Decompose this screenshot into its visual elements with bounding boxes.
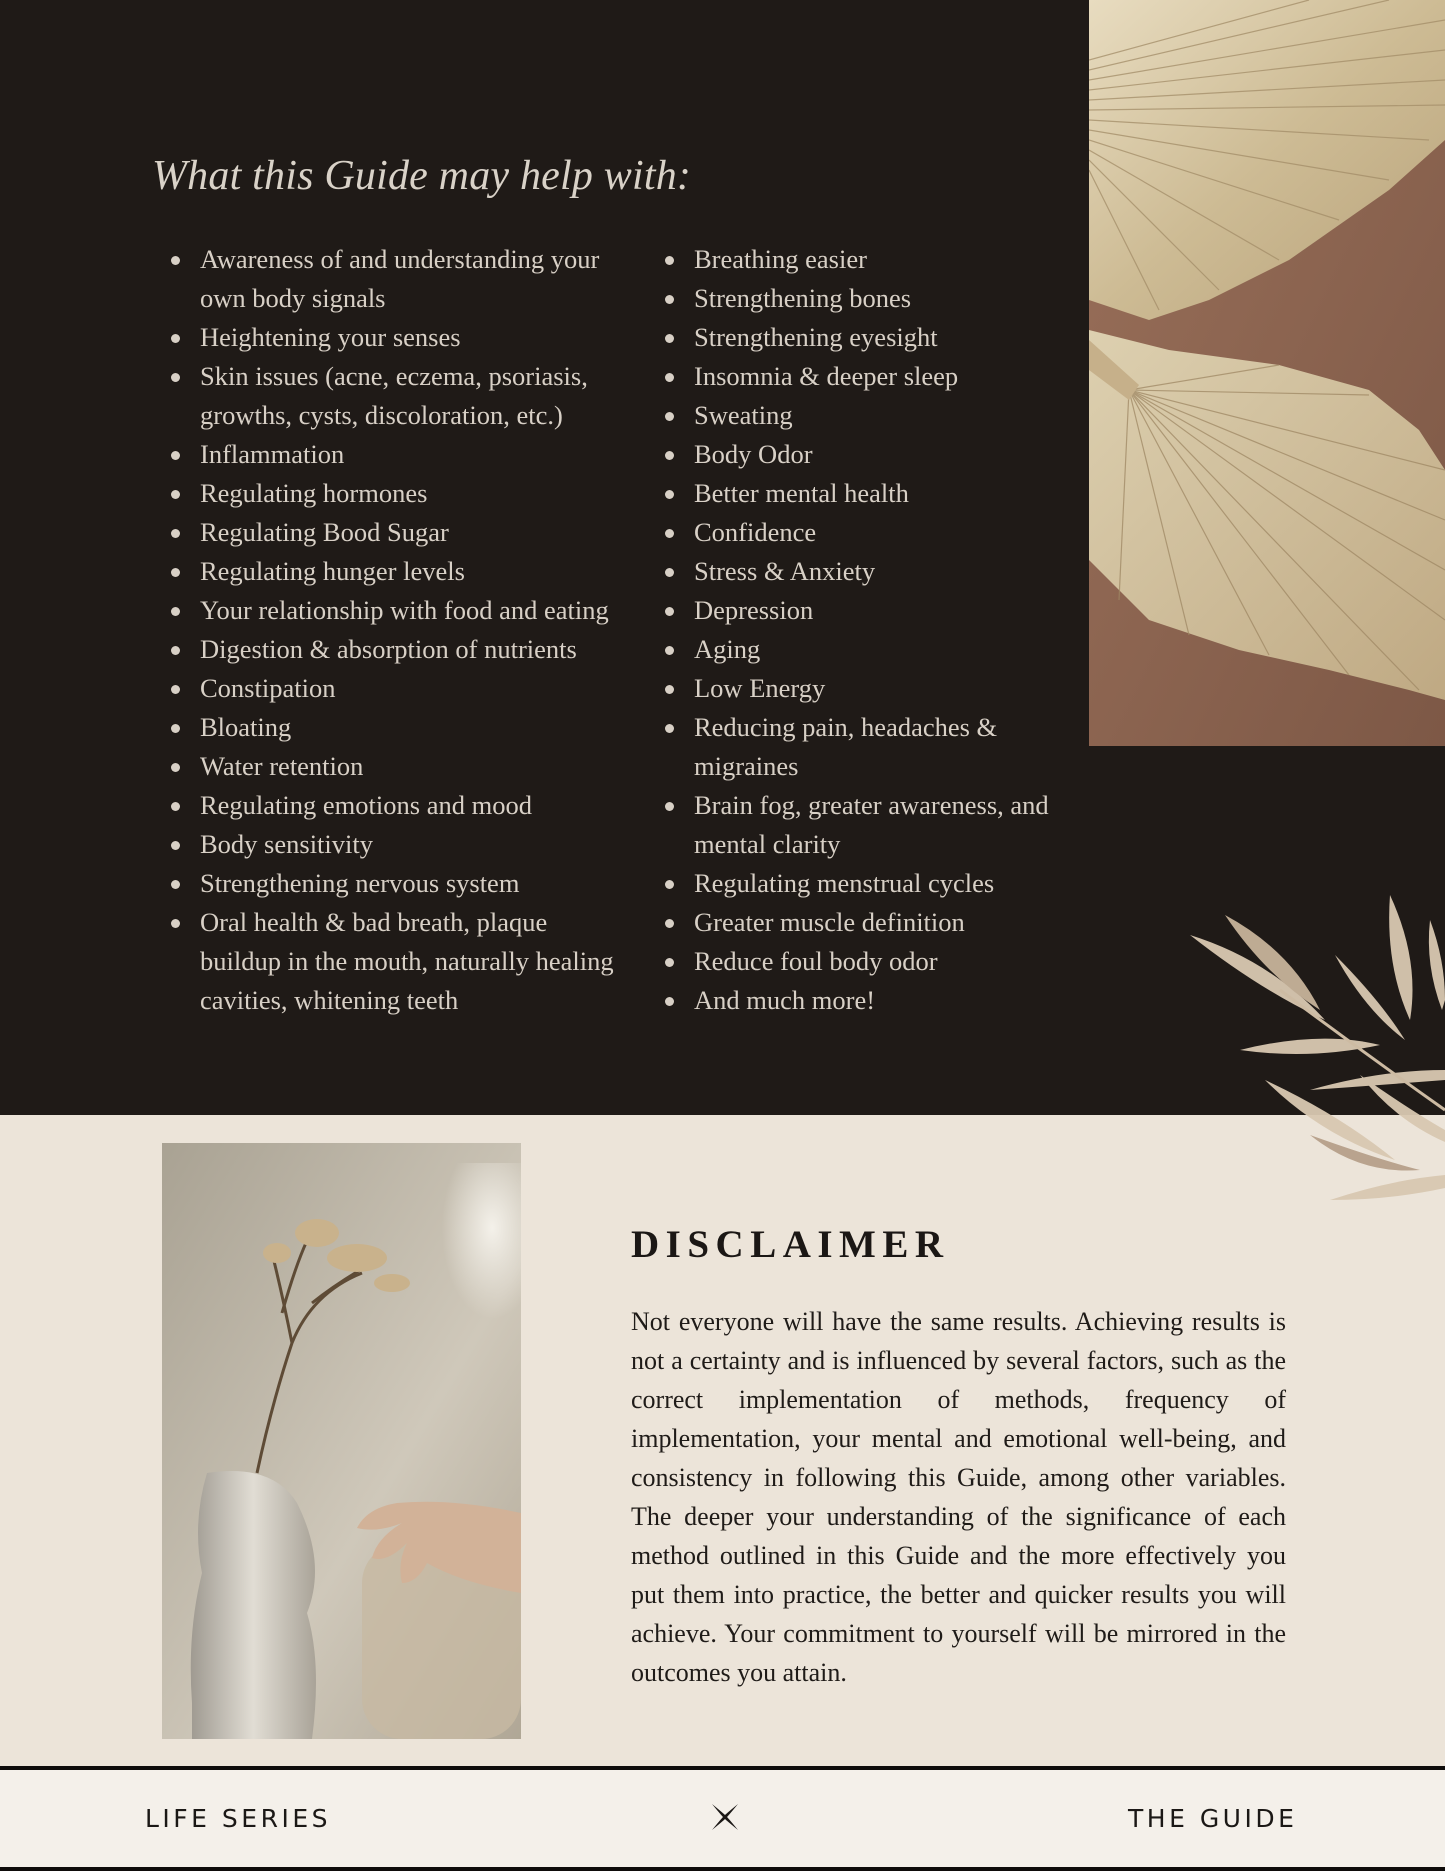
- help-list-item-text: Skin issues (acne, eczema, psoriasis, growths, cysts, discoloration, etc.): [200, 361, 588, 430]
- bullet-icon: [171, 685, 180, 694]
- help-list-left: [200, 240, 630, 1020]
- help-list-item: [200, 552, 630, 591]
- help-list-item-text: Inflammation: [200, 439, 345, 469]
- help-list-item: [694, 357, 1074, 396]
- help-list-item: [694, 552, 1074, 591]
- help-list-item-text: Body sensitivity: [200, 829, 374, 859]
- bullet-icon: [171, 334, 180, 343]
- help-list-item: [200, 903, 630, 1020]
- help-list-item-text: Constipation: [200, 673, 336, 703]
- bullet-icon: [171, 529, 180, 538]
- help-list-item: [200, 513, 630, 552]
- disclaimer-body: Not everyone will have the same results. Achieving results is not a certainty and is influenced by several factors, such as the correct implementation of methods, frequency of implementation, your mental and emotional well-being, and consistency in following this Guide, among other variables. The deeper your understanding of the significance of each method outlined in this Guide and the more effectively you put them into practice, the better and quicker results you will achieve. Your commitment to yourself will be mirrored in the outcomes you attain.: [631, 1307, 1286, 1687]
- bullet-icon: [665, 295, 674, 304]
- bullet-icon: [665, 646, 674, 655]
- bullet-icon: [171, 880, 180, 889]
- help-list-item-text: Reduce foul body odor: [694, 946, 938, 976]
- help-list-item: [694, 435, 1074, 474]
- bullet-icon: [665, 607, 674, 616]
- bullet-icon: [665, 685, 674, 694]
- help-list-right: [694, 240, 1074, 1020]
- disclaimer-title: DISCLAIMER: [631, 1223, 950, 1266]
- bullet-icon: [665, 451, 674, 460]
- bullet-icon: [171, 841, 180, 850]
- help-list-item: [200, 318, 630, 357]
- help-list-item-text: Bloating: [200, 712, 292, 742]
- help-list-item-text: Strengthening nervous system: [200, 868, 520, 898]
- help-list-item-text: Aging: [694, 634, 761, 664]
- bullet-icon: [171, 607, 180, 616]
- footer-guide-label: THE GUIDE: [1128, 1804, 1298, 1833]
- help-list-item: [694, 942, 1074, 981]
- help-list-item-text: Body Odor: [694, 439, 813, 469]
- help-list-item: [694, 279, 1074, 318]
- help-list-item: [694, 981, 1074, 1020]
- help-list-item: [694, 630, 1074, 669]
- help-list-item: [200, 864, 630, 903]
- help-list-item-text: Strengthening bones: [694, 283, 912, 313]
- help-list-item-text: Confidence: [694, 517, 817, 547]
- help-list-item-text: Insomnia & deeper sleep: [694, 361, 959, 391]
- bullet-icon: [665, 373, 674, 382]
- help-list-item-text: Regulating hunger levels: [200, 556, 465, 586]
- bullet-icon: [171, 256, 180, 265]
- palm-leaves-photo: [1089, 0, 1445, 746]
- help-list-item-text: Heightening your senses: [200, 322, 461, 352]
- bullet-icon: [665, 568, 674, 577]
- help-list-item: [694, 513, 1074, 552]
- bullet-icon: [665, 490, 674, 499]
- help-list-item-text: Stress & Anxiety: [694, 556, 876, 586]
- bullet-icon: [665, 334, 674, 343]
- help-list-item: [694, 396, 1074, 435]
- vase-hand-image: [162, 1143, 521, 1739]
- bullet-icon: [665, 802, 674, 811]
- palm-leaves-image: [1089, 0, 1445, 746]
- bullet-icon: [171, 373, 180, 382]
- help-list-item: [694, 474, 1074, 513]
- leaf-6: [1389, 895, 1412, 1020]
- help-list-item: [200, 825, 630, 864]
- sparkle-star-icon: [708, 1800, 740, 1832]
- leaf-3: [1240, 1039, 1380, 1054]
- help-list-item: [694, 591, 1074, 630]
- help-list-item: [200, 474, 630, 513]
- help-list-item: [694, 240, 1074, 279]
- help-list-item: [694, 903, 1074, 942]
- help-list-item: [200, 708, 630, 747]
- help-list-item-text: And much more!: [694, 985, 876, 1015]
- bullet-icon: [665, 412, 674, 421]
- help-list-item: [694, 708, 1074, 786]
- help-list-item-text: Water retention: [200, 751, 364, 781]
- help-list-item: [200, 591, 630, 630]
- help-list-item-text: Regulating menstrual cycles: [694, 868, 995, 898]
- help-list-item: [694, 669, 1074, 708]
- bullet-icon: [665, 958, 674, 967]
- bullet-icon: [665, 529, 674, 538]
- help-list-item-text: Reducing pain, headaches & migraines: [694, 712, 998, 781]
- help-list-item-text: Regulating Bood Sugar: [200, 517, 449, 547]
- bullet-icon: [665, 919, 674, 928]
- help-list-item-text: Regulating hormones: [200, 478, 428, 508]
- footer-series-label: LIFE SERIES: [145, 1804, 331, 1833]
- bullet-icon: [665, 724, 674, 733]
- help-list-item: [694, 864, 1074, 903]
- help-section-heading: What this Guide may help with:: [152, 153, 692, 199]
- leaf-branch-decoration: [1180, 870, 1445, 1215]
- help-list-item: [694, 786, 1074, 864]
- help-list-item-text: Greater muscle definition: [694, 907, 965, 937]
- bullet-icon: [171, 568, 180, 577]
- help-list-item-text: Breathing easier: [694, 244, 867, 274]
- help-list-item: [694, 318, 1074, 357]
- help-list-item-text: Depression: [694, 595, 814, 625]
- footer-bottom-rule: [0, 1867, 1445, 1871]
- help-list-item: [200, 669, 630, 708]
- help-list-item-text: Awareness of and understanding your own body signals: [200, 244, 600, 313]
- bullet-icon: [171, 451, 180, 460]
- help-list-item: [200, 747, 630, 786]
- bullet-icon: [171, 802, 180, 811]
- bullet-icon: [171, 490, 180, 499]
- leaf-4: [1310, 1070, 1445, 1090]
- vase-hand-photo: [162, 1143, 521, 1739]
- help-list-item: [200, 435, 630, 474]
- help-list-item-text: Your relationship with food and eating: [200, 595, 609, 625]
- bullet-icon: [171, 724, 180, 733]
- help-list-item: [200, 630, 630, 669]
- bullet-icon: [665, 997, 674, 1006]
- help-list-item-text: Digestion & absorption of nutrients: [200, 634, 577, 664]
- bullet-icon: [665, 880, 674, 889]
- help-list-item-text: Oral health & bad breath, plaque buildup in the mouth, naturally healing cavities, whitening teeth: [200, 907, 614, 1015]
- help-list-item: [200, 240, 630, 318]
- help-list-item: [200, 786, 630, 825]
- bullet-icon: [171, 763, 180, 772]
- footer: [0, 1770, 1445, 1867]
- help-list-item-text: Better mental health: [694, 478, 909, 508]
- leaf-10: [1330, 1175, 1445, 1200]
- leaf-7: [1429, 920, 1445, 1010]
- help-list-item-text: Strengthening eyesight: [694, 322, 938, 352]
- help-list-item-text: Regulating emotions and mood: [200, 790, 532, 820]
- help-list-item: [200, 357, 630, 435]
- help-list-item-text: Sweating: [694, 400, 793, 430]
- help-list-item-text: Low Energy: [694, 673, 826, 703]
- bullet-icon: [171, 646, 180, 655]
- bullet-icon: [665, 256, 674, 265]
- leaf-11: [1360, 1075, 1445, 1142]
- help-list-item-text: Brain fog, greater awareness, and mental clarity: [694, 790, 1049, 859]
- bullet-icon: [171, 919, 180, 928]
